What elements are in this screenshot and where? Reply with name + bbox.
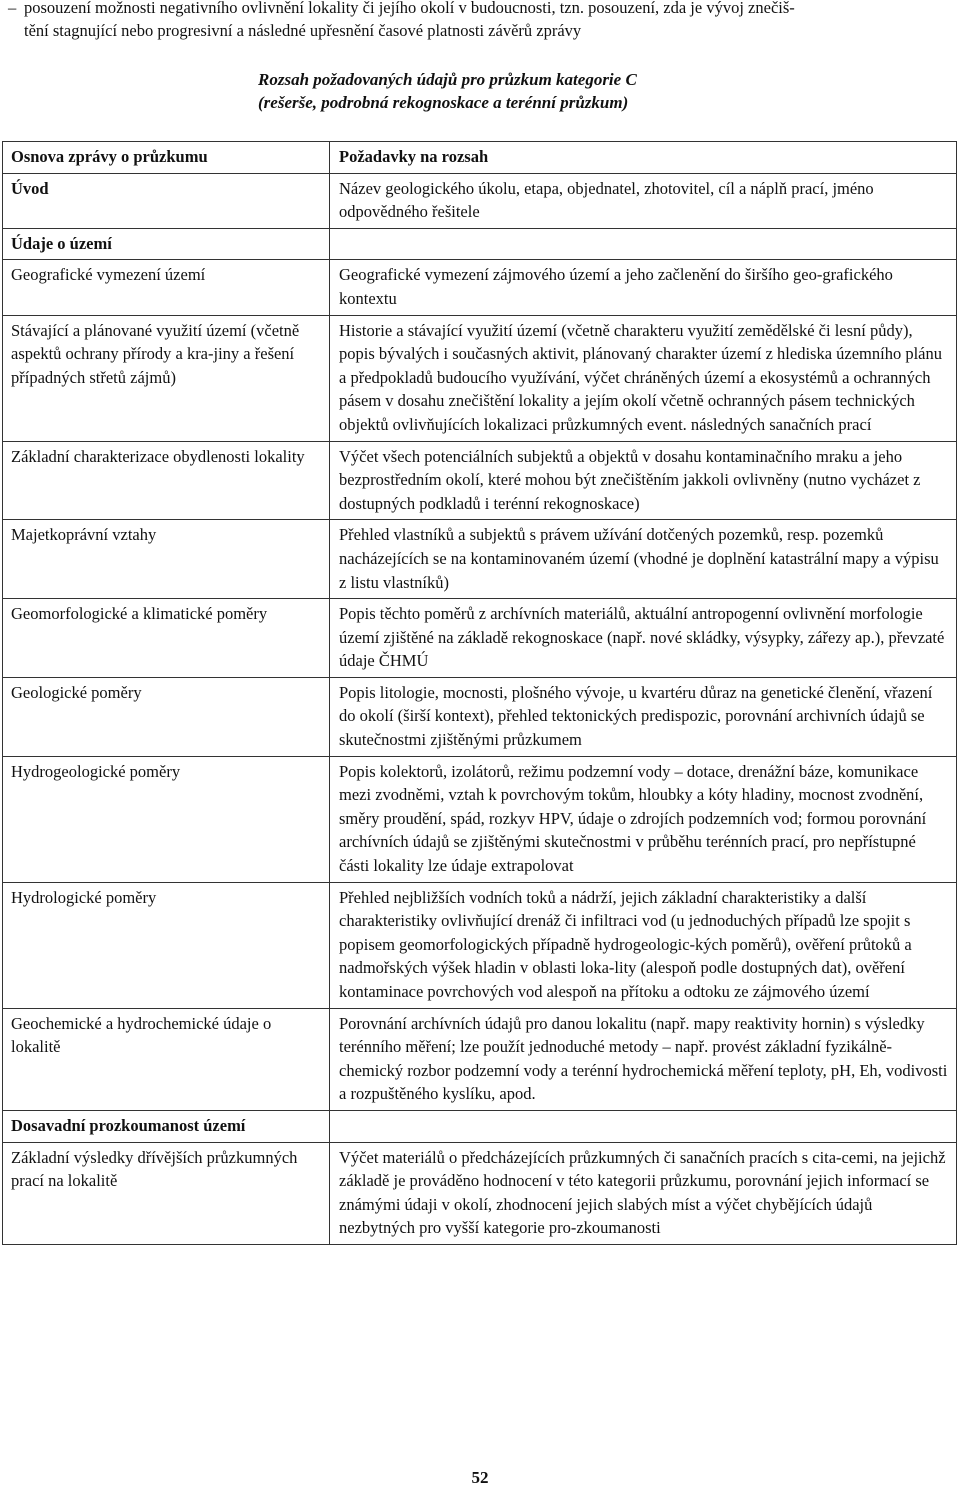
row-left: Hydrogeologické poměry	[3, 756, 330, 882]
bullet-dash: –	[8, 0, 17, 17]
heading-line-2: (rešerše, podrobná rekognoskace a terénní průzkum)	[258, 93, 629, 112]
row-left: Stávající a plánované využití území (včetně aspektů ochrany přírody a kra-jiny a řešení případných střetů zájmů)	[3, 315, 330, 441]
row-left: Základní výsledky dřívějších průzkumných prací na lokalitě	[3, 1142, 330, 1244]
page-number: 52	[471, 1468, 489, 1487]
table-row	[3, 1008, 957, 1110]
intro-line-2: tění stagnující nebo progresivní a následné upřesnění časové platnosti závěrů zprávy	[24, 21, 582, 40]
row-left: Majetkoprávní vztahy	[3, 520, 330, 599]
row-right: Výčet materiálů o předcházejících průzkumných či sanačních pracích s cita-cemi, na jejichž základě je prováděno hodnocení v této kategorii průzkumu, porovnání jejich informací se známými údaji v okolí, zhodnocení jejich slabých míst a výčet chybějících údajů nezbytných pro vyšší kategorie pro-zkoumanosti	[330, 1142, 957, 1244]
row-right: Geografické vymezení zájmového území a jeho začlenění do širšího geo-grafického kontextu	[330, 260, 957, 315]
row-left: Hydrologické poměry	[3, 882, 330, 1008]
row-left: Základní charakterizace obydlenosti lokality	[3, 441, 330, 520]
table-row	[3, 228, 957, 260]
table-header-row	[3, 142, 957, 174]
row-right: Přehled nejbližších vodních toků a nádrží, jejich základní charakteristiky a další charakteristiky ovlivňující drenáž či infiltraci vod (u jednoduchých případů lze spojit s popisem geomorfologických případně hydrogeologic-kých poměrů), ověření průtoků a nadmořských výšek hladin v oblasti loka-lity (alespoň podle dostupných dat), ověření kontaminace povrchových vod alespoň na přítoku a odtoku ze zájmového území	[330, 882, 957, 1008]
table-row	[3, 1110, 957, 1142]
row-left: Údaje o území	[3, 228, 330, 260]
row-right	[330, 228, 957, 260]
table-row	[3, 677, 957, 756]
header-right: Požadavky na rozsah	[330, 142, 957, 174]
intro-text	[24, 0, 960, 42]
table-row	[3, 756, 957, 882]
row-left: Dosavadní prozkoumanost území	[3, 1110, 330, 1142]
table-row	[3, 260, 957, 315]
row-right: Název geologického úkolu, etapa, objednatel, zhotovitel, cíl a náplň prací, jméno odpovědného řešitele	[330, 173, 957, 228]
table-row	[3, 599, 957, 678]
heading-line-1: Rozsah požadovaných údajů pro průzkum kategorie C	[258, 70, 637, 89]
row-left: Geologické poměry	[3, 677, 330, 756]
section-heading	[258, 68, 637, 114]
table-row	[3, 173, 957, 228]
table-row	[3, 882, 957, 1008]
row-left: Geomorfologické a klimatické poměry	[3, 599, 330, 678]
table-row	[3, 1142, 957, 1244]
row-right: Popis litologie, mocnosti, plošného vývoje, u kvartéru důraz na genetické členění, vřazení do okolí (širší kontext), přehled tektonických predispozic, porovnání archivních údajů se skutečnostmi zjištěnými průzkumem	[330, 677, 957, 756]
table-row	[3, 520, 957, 599]
table-row	[3, 315, 957, 441]
row-right: Popis kolektorů, izolátorů, režimu podzemní vody – dotace, drenážní báze, komunikace mezi zvodněmi, vztah k povrchovým tokům, hloubky a kóty hladiny, mocnost zvodnění, směry proudění, spád, rozkyv HPV, údaje o zdrojích podzemních vod; formou porovnání archívních údajů se zjištěnými skutečnostmi v průběhu terénních prací, pro nepřístupné části lokality lze údaje extrapolovat	[330, 756, 957, 882]
row-right: Výčet všech potenciálních subjektů a objektů v dosahu kontaminačního mraku a jeho bezprostředním okolí, které mohou být znečištěním jakkoli ovlivněny (nutno vycházet z dostupných podkladů i terénní rekognoskace)	[330, 441, 957, 520]
row-right: Popis těchto poměrů z archívních materiálů, aktuální antropogenní ovlivnění morfologie území zjištěné na základě rekognoskace (např. nové skládky, výsypky, zářezy ap.), převzaté údaje ČHMÚ	[330, 599, 957, 678]
row-left: Geografické vymezení území	[3, 260, 330, 315]
row-right: Přehled vlastníků a subjektů s právem užívání dotčených pozemků, resp. pozemků nacházejících se na kontaminovaném území (vhodné je doplnění katastrální mapy a výpisu z listu vlastníků)	[330, 520, 957, 599]
table-row	[3, 441, 957, 520]
row-right: Porovnání archívních údajů pro danou lokalitu (např. mapy reaktivity hornin) s výsledky terénního měření; lze použít jednoduché metody – např. provést základní fyzikálně-chemický rozbor podzemní vody a terénní hydrochemická měření teploty, pH, Eh, vodivosti a rozpuštěného kyslíku, apod.	[330, 1008, 957, 1110]
requirements-table	[2, 141, 957, 1245]
row-left: Geochemické a hydrochemické údaje o lokalitě	[3, 1008, 330, 1110]
row-right: Historie a stávající využití území (včetně charakteru využití zemědělské či lesní půdy), popis bývalých i současných aktivit, plánovaný charakter území z hlediska územního plánu a předpokladů budoucího využívání, výčet chráněných území a ekosystémů a ochranných pásem v dosahu znečištění lokality a jejím okolí včetně ochranných pásem technických objektů ovlivňujících lokalizaci průzkumných event. následných sanačních prací	[330, 315, 957, 441]
row-right	[330, 1110, 957, 1142]
intro-line-1: posouzení možnosti negativního ovlivnění lokality či jejího okolí v budoucnosti, tzn. posouzení, zda je vývoj znečiš-	[24, 0, 795, 17]
header-left: Osnova zprávy o průzkumu	[3, 142, 330, 174]
row-left: Úvod	[3, 173, 330, 228]
